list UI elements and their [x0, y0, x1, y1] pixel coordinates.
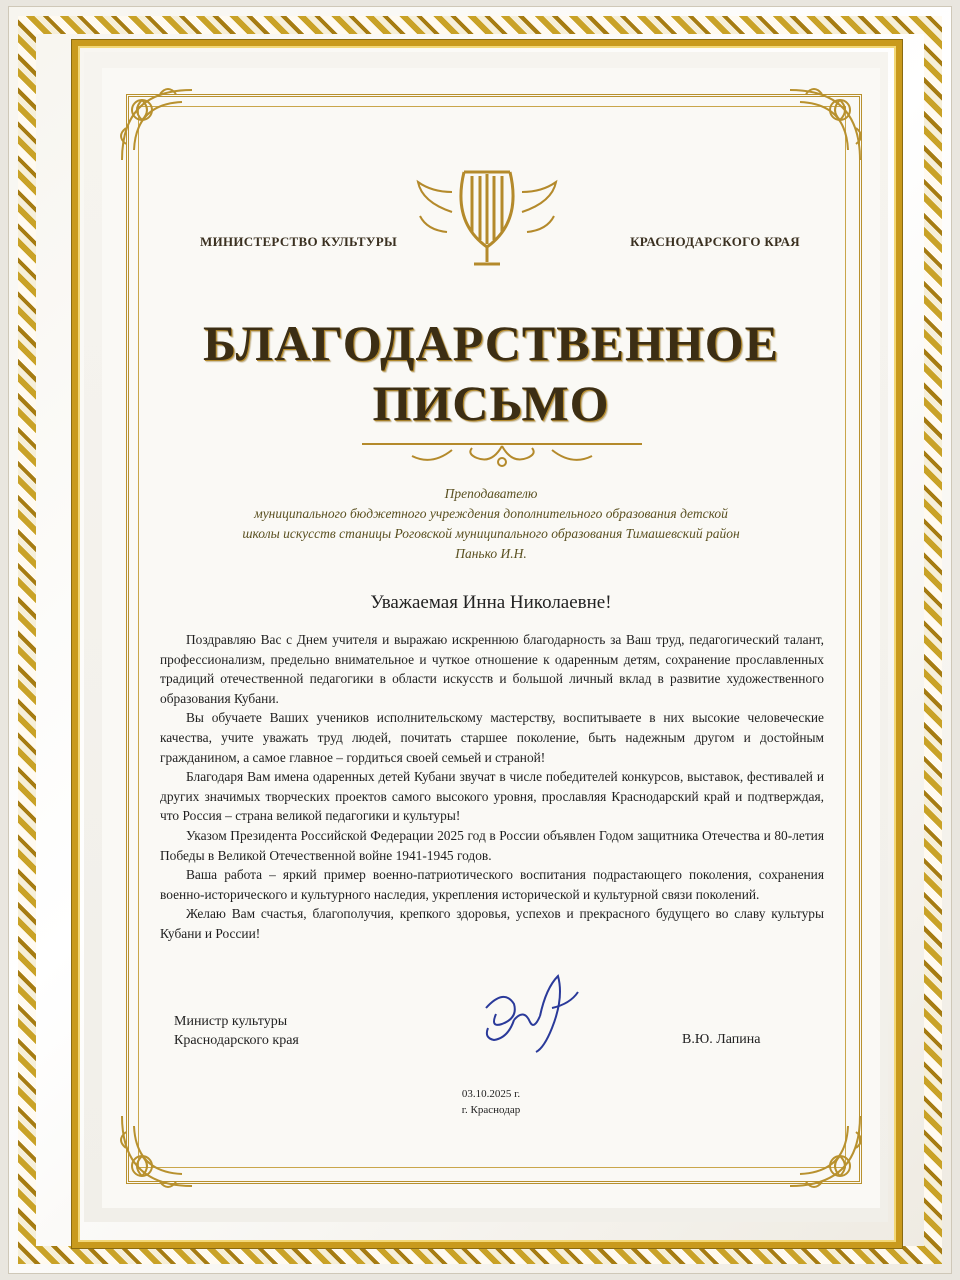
corner-ornament-icon	[112, 80, 202, 170]
document-title-line2: ПИСЬМО	[372, 375, 610, 431]
signatory-name: В.Ю. Лапина	[682, 1032, 761, 1047]
body-paragraph: Благодаря Вам имена одаренных детей Кубани звучат в числе победителей конкурсов, выставок, фестивалей и других значимых творческих проектов самого высокого уровня, прославляя Краснодарский край и подтверждая, что Россия – страна великой педагогики и культуры!	[160, 769, 824, 824]
issue-city: г. Краснодар	[461, 1104, 521, 1116]
corner-ornament-icon	[112, 1106, 202, 1196]
addressee-line: школы искусств станицы Роговской муниципального образования Тимашевский район	[242, 526, 740, 541]
addressee-line: муниципального бюджетного учреждения дополнительного образования детской	[254, 506, 728, 521]
addressee-name: Панько И.Н.	[455, 546, 527, 561]
body-paragraph: Указом Президента Российской Федерации 2025 год в России объявлен Годом защитника Отечества и 80-летия Победы в Великой Отечественной войне 1941-1945 годов.	[160, 827, 824, 863]
greeting: Уважаемая Инна Николаевне!	[370, 592, 612, 613]
corner-ornament-icon	[780, 1106, 870, 1196]
corner-ornament-icon	[780, 80, 870, 170]
body-paragraph: Желаю Вам счастья, благополучия, крепкого здоровья, успехов и прекрасного будущего во славу культуры Кубани и России!	[160, 906, 824, 941]
ministry-header	[200, 228, 800, 258]
letter-body	[160, 630, 824, 944]
addressee-line: Преподавателю	[444, 486, 538, 501]
body-paragraph: Ваша работа – яркий пример военно-патриотического воспитания подрастающего поколения, сохранения военно-исторического и культурного наследия, укрепления исторической и культурной связи поколений.	[160, 867, 824, 902]
body-paragraph: Поздравляю Вас с Днем учителя и выражаю искреннюю благодарность за Ваш труд, педагогический талант, профессионализм, предельно внимательное и чуткое отношение к одаренным детям, сохранение прославленных традиций отечественной педагогики в области искусств и большой личный вклад в развитие художественного образования Кубани.	[160, 632, 824, 706]
handwritten-signature	[474, 968, 584, 1058]
issue-info	[102, 1086, 880, 1118]
document-title-line1: БЛАГОДАРСТВЕННОЕ	[203, 315, 779, 371]
flourish-divider-icon	[352, 434, 652, 474]
body-paragraph: Вы обучаете Ваших учеников исполнительскому мастерству, воспитываете в них высокие человеческие качества, учите уважать труд людей, почитать старшее поколение, быть надежным другом и достойным гражданином, а самое главное – гордиться своей семьей и страной!	[160, 710, 824, 765]
signatory-position	[174, 1012, 299, 1050]
position-line: Министр культуры	[174, 1014, 288, 1029]
issue-date: 03.10.2025 г.	[461, 1088, 521, 1100]
position-line: Краснодарского края	[174, 1033, 299, 1048]
ministry-name-left: МИНИСТЕРСТВО КУЛЬТУРЫ	[200, 234, 398, 249]
certificate-paper	[102, 68, 880, 1208]
ministry-name-right: КРАСНОДАРСКОГО КРАЯ	[630, 234, 800, 249]
